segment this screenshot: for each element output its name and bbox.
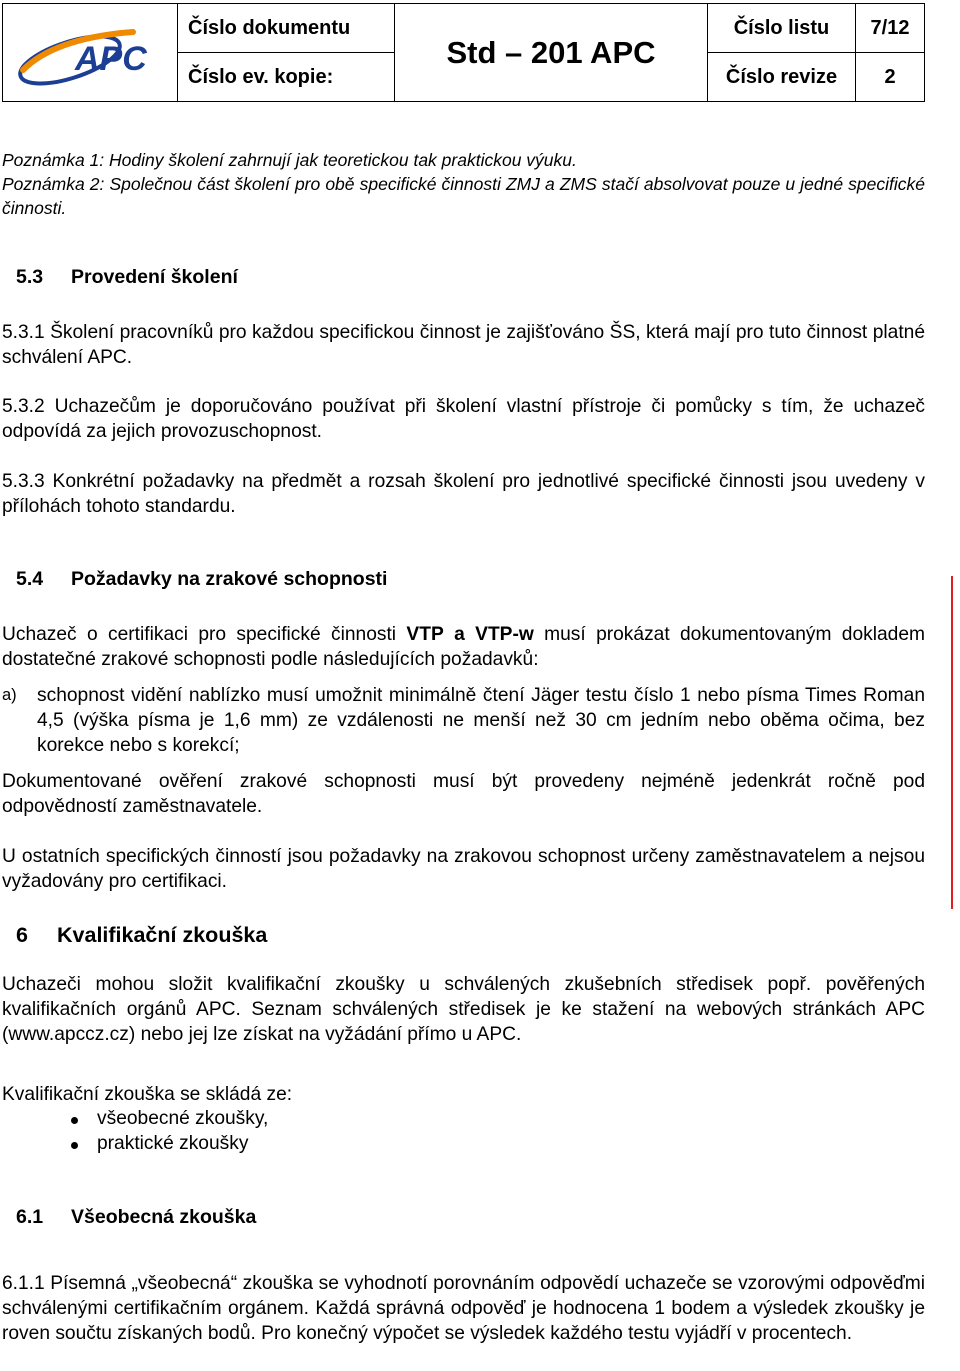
paragraph-5-4-2: Dokumentované ověření zrakové schopnosti musí být provedeny nejméně jedenkrát ročně pod odpovědností zaměstnavatele. <box>2 771 925 817</box>
paragraph-5-3-2: 5.3.2 Uchazečům je doporučováno používat při školení vlastní přístroje či pomůcky s tím, že uchazeč odpovídá za jejich provozuschopnost. <box>2 396 925 442</box>
paragraph-5-3-1: 5.3.1 Školení pracovníků pro každou specifickou činnost je zajišťováno ŠS, která mají pro tuto činnost platné schválení APC. <box>2 322 925 368</box>
revision-change-bar <box>951 576 953 909</box>
sheet-label: Číslo listu <box>708 4 856 53</box>
copy-number-label: Číslo ev. kopie: <box>178 53 395 102</box>
section-6-1-number: 6.1 <box>16 1206 44 1228</box>
note-2: Poznámka 2: Společnou část školení pro obě specifické činnosti ZMJ a ZMS stačí absolvovat pouze u jedné specifické činnosti. <box>2 174 925 218</box>
bullet-item: praktické zkoušky <box>97 1133 249 1154</box>
sheet-value: 7/12 <box>856 4 925 53</box>
notes <box>2 148 925 220</box>
logo-cell <box>3 4 178 102</box>
paragraph-5-3-3: 5.3.3 Konkrétní požadavky na předmět a rozsah školení pro jednotlivé specifické činnosti jsou uvedeny v přílohách tohoto standardu. <box>2 471 925 517</box>
bullet-item: všeobecné zkoušky, <box>97 1108 269 1129</box>
list-item-label: a) <box>2 686 17 704</box>
revision-value: 2 <box>856 53 925 102</box>
section-5-4-title: Požadavky na zrakové schopnosti <box>71 568 388 590</box>
paragraph-5-4-3: U ostatních specifických činností jsou požadavky na zrakovou schopnost určeny zaměstnavatelem a nejsou vyžadovány pro certifikaci. <box>2 846 925 892</box>
list-item-a: schopnost vidění nablízko musí umožnit minimálně čtení Jäger testu číslo 1 nebo písma Times Roman 4,5 (výška písma je 1,6 mm) ze vzdálenosti ne menší než 30 cm jedním nebo oběma očima, bez korekce nebo s korekcí; <box>37 685 925 756</box>
note-1: Poznámka 1: Hodiny školení zahrnují jak teoretickou tak praktickou výuku. <box>2 150 577 170</box>
section-6-1-title: Všeobecná zkouška <box>71 1206 257 1228</box>
section-6-number: 6 <box>16 923 28 947</box>
revision-label: Číslo revize <box>708 53 856 102</box>
paragraph-6-2: Kvalifikační zkouška se skládá ze: <box>2 1084 293 1105</box>
svg-text:APC: APC <box>75 39 147 78</box>
standard-id: Std – 201 APC <box>395 4 708 102</box>
section-5-3-number: 5.3 <box>16 266 44 288</box>
paragraph-6-1-1: 6.1.1 Písemná „všeobecná“ zkouška se vyhodnotí porovnáním odpovědí uchazeče se vzorovými odpověďmi schválenými certifikačním orgánem. Každá správná odpověď je hodnocena 1 bodem a výsledek zkoušky je roven součtu získaných bodů. Pro konečný výpočet se výsledek každého testu vyjádří v procentech. <box>2 1273 925 1344</box>
paragraph-6-1: Uchazeči mohou složit kvalifikační zkoušky u schválených zkušebních středisek popř. pověřených kvalifikačních orgánů APC. Seznam schválených středisek je ke stažení na webových stránkách APC (www.apccz.cz) nebo jej lze získat na vyžádání přímo u APC. <box>2 974 925 1045</box>
section-6-title: Kvalifikační zkouška <box>57 923 268 947</box>
section-5-3-title: Provedení školení <box>71 266 238 288</box>
section-5-4-number: 5.4 <box>16 568 44 590</box>
paragraph-5-4-1: Uchazeč o certifikaci pro specifické činnosti VTP a VTP-w musí prokázat dokumentovaným dokladem dostatečné zrakové schopnosti podle následujících požadavků: <box>2 624 925 670</box>
apc-logo-icon <box>15 18 165 88</box>
doc-number-label: Číslo dokumentu <box>178 4 395 53</box>
document-header <box>2 3 925 102</box>
